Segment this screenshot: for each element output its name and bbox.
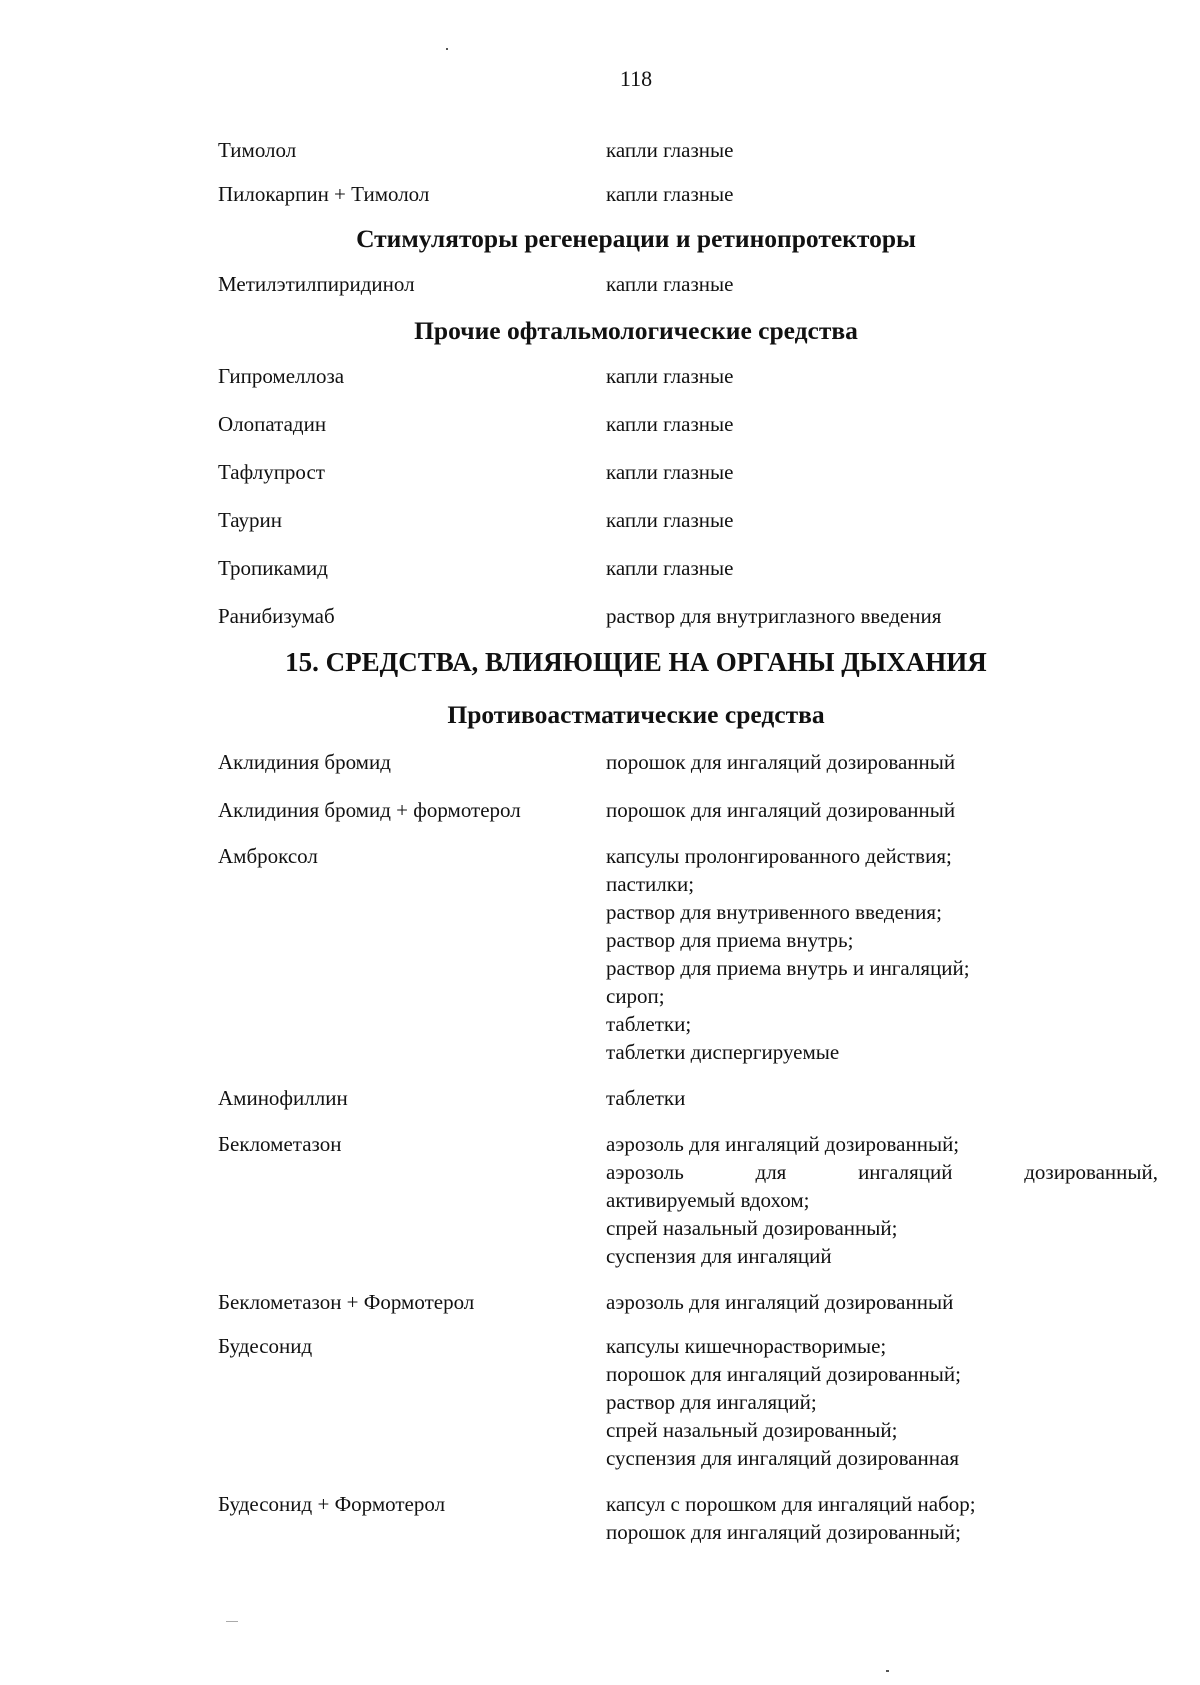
drug-name: Беклометазон [218,1132,342,1156]
dosage-form: аэрозоль для ингаляций дозированный, [606,1160,1158,1184]
dosage-form: капсулы кишечнорастворимые; [606,1334,887,1358]
drug-name: Тимолол [218,138,297,162]
scan-speck [446,48,448,50]
dosage-form: капли глазные [606,556,734,580]
dosage-form: пастилки; [606,872,695,896]
dosage-form: капли глазные [606,182,734,206]
dosage-form: капли глазные [606,412,734,436]
dosage-form: капли глазные [606,364,734,388]
table-row [218,1130,1158,1270]
dosage-form: капли глазные [606,508,734,532]
scan-speck [226,1621,238,1622]
dosage-form: порошок для ингаляций дозированный; [606,1520,961,1544]
table-row [218,1490,1158,1546]
dosage-form: раствор для ингаляций; [606,1390,817,1414]
dosage-form: спрей назальный дозированный; [606,1418,898,1442]
dosage-form: капли глазные [606,272,734,296]
scan-speck [886,1670,889,1672]
drug-name: Гипромеллоза [218,364,345,388]
dosage-form: порошок для ингаляций дозированный [606,750,956,774]
drug-name: Пилокарпин + Тимолол [218,182,430,206]
subsection-heading: Прочие офтальмологические средства [414,316,858,345]
dosage-forms [606,1084,1158,1112]
drug-list [218,136,1158,1546]
dosage-forms [606,362,1158,390]
table-row [218,602,1158,630]
dosage-form: аэрозоль для ингаляций дозированный [606,1290,954,1314]
drug-name: Метилэтилпиридинол [218,272,415,296]
dosage-form: порошок для ингаляций дозированный; [606,1362,961,1386]
dosage-form: суспензия для ингаляций дозированная [606,1446,960,1470]
table-row [218,136,1158,164]
table-row [218,796,1158,824]
dosage-form: капли глазные [606,460,734,484]
table-row [218,506,1158,534]
dosage-form: таблетки; [606,1012,692,1036]
dosage-form: таблетки [606,1086,686,1110]
dosage-forms [606,136,1158,164]
dosage-form: аэрозоль для ингаляций дозированный; [606,1132,960,1156]
dosage-form: капли глазные [606,138,734,162]
drug-name: Аклидиния бромид + формотерол [218,798,521,822]
section-heading: 15. СРЕДСТВА, ВЛИЯЮЩИЕ НА ОРГАНЫ ДЫХАНИЯ [285,647,987,677]
drug-name: Тафлупрост [218,460,325,484]
dosage-forms [606,1130,1158,1270]
drug-name: Будесонид + Формотерол [218,1492,446,1516]
dosage-form: таблетки диспергируемые [606,1040,840,1064]
dosage-form: раствор для приема внутрь; [606,928,854,952]
table-row [218,554,1158,582]
dosage-forms [606,270,1158,298]
table-row [218,1084,1158,1112]
dosage-forms [606,1490,1158,1546]
dosage-forms [606,1288,1158,1316]
dosage-form: капсул с порошком для ингаляций набор; [606,1492,976,1516]
dosage-forms [606,410,1158,438]
dosage-forms [606,796,1158,824]
dosage-form: спрей назальный дозированный; [606,1216,898,1240]
drug-name: Аминофиллин [218,1086,348,1110]
table-row [218,270,1158,298]
page-number: 118 [619,66,653,91]
dosage-form: сироп; [606,984,665,1008]
drug-name: Амброксол [218,844,318,868]
drug-name: Таурин [218,508,283,532]
table-row [218,410,1158,438]
table-row [218,1332,1158,1472]
dosage-forms [606,180,1158,208]
dosage-form: раствор для внутривенного введения; [606,900,942,924]
drug-name: Олопатадин [218,412,327,436]
table-row [218,180,1158,208]
table-row [218,1288,1158,1316]
dosage-forms [606,748,1158,776]
table-row [218,748,1158,776]
dosage-forms [606,602,1158,630]
subsection-heading: Противоастматические средства [447,700,825,729]
drug-name: Беклометазон + Формотерол [218,1290,475,1314]
drug-name: Будесонид [218,1334,313,1358]
drug-name: Тропикамид [218,556,328,580]
dosage-forms [606,1332,1158,1472]
dosage-forms [606,506,1158,534]
drug-name: Аклидиния бромид [218,750,391,774]
table-row [218,842,1158,1066]
drug-name: Ранибизумаб [218,604,335,628]
table-row [218,362,1158,390]
table-row [218,458,1158,486]
dosage-form: капсулы пролонгированного действия; [606,844,952,868]
subsection-heading: Стимуляторы регенерации и ретинопротекторы [356,224,916,253]
dosage-form: активируемый вдохом; [606,1188,810,1212]
dosage-form: порошок для ингаляций дозированный [606,798,956,822]
dosage-form: раствор для приема внутрь и ингаляций; [606,956,970,980]
dosage-forms [606,842,1158,1066]
dosage-form: суспензия для ингаляций [606,1244,832,1268]
dosage-form: раствор для внутриглазного введения [606,604,942,628]
dosage-forms [606,458,1158,486]
dosage-forms [606,554,1158,582]
